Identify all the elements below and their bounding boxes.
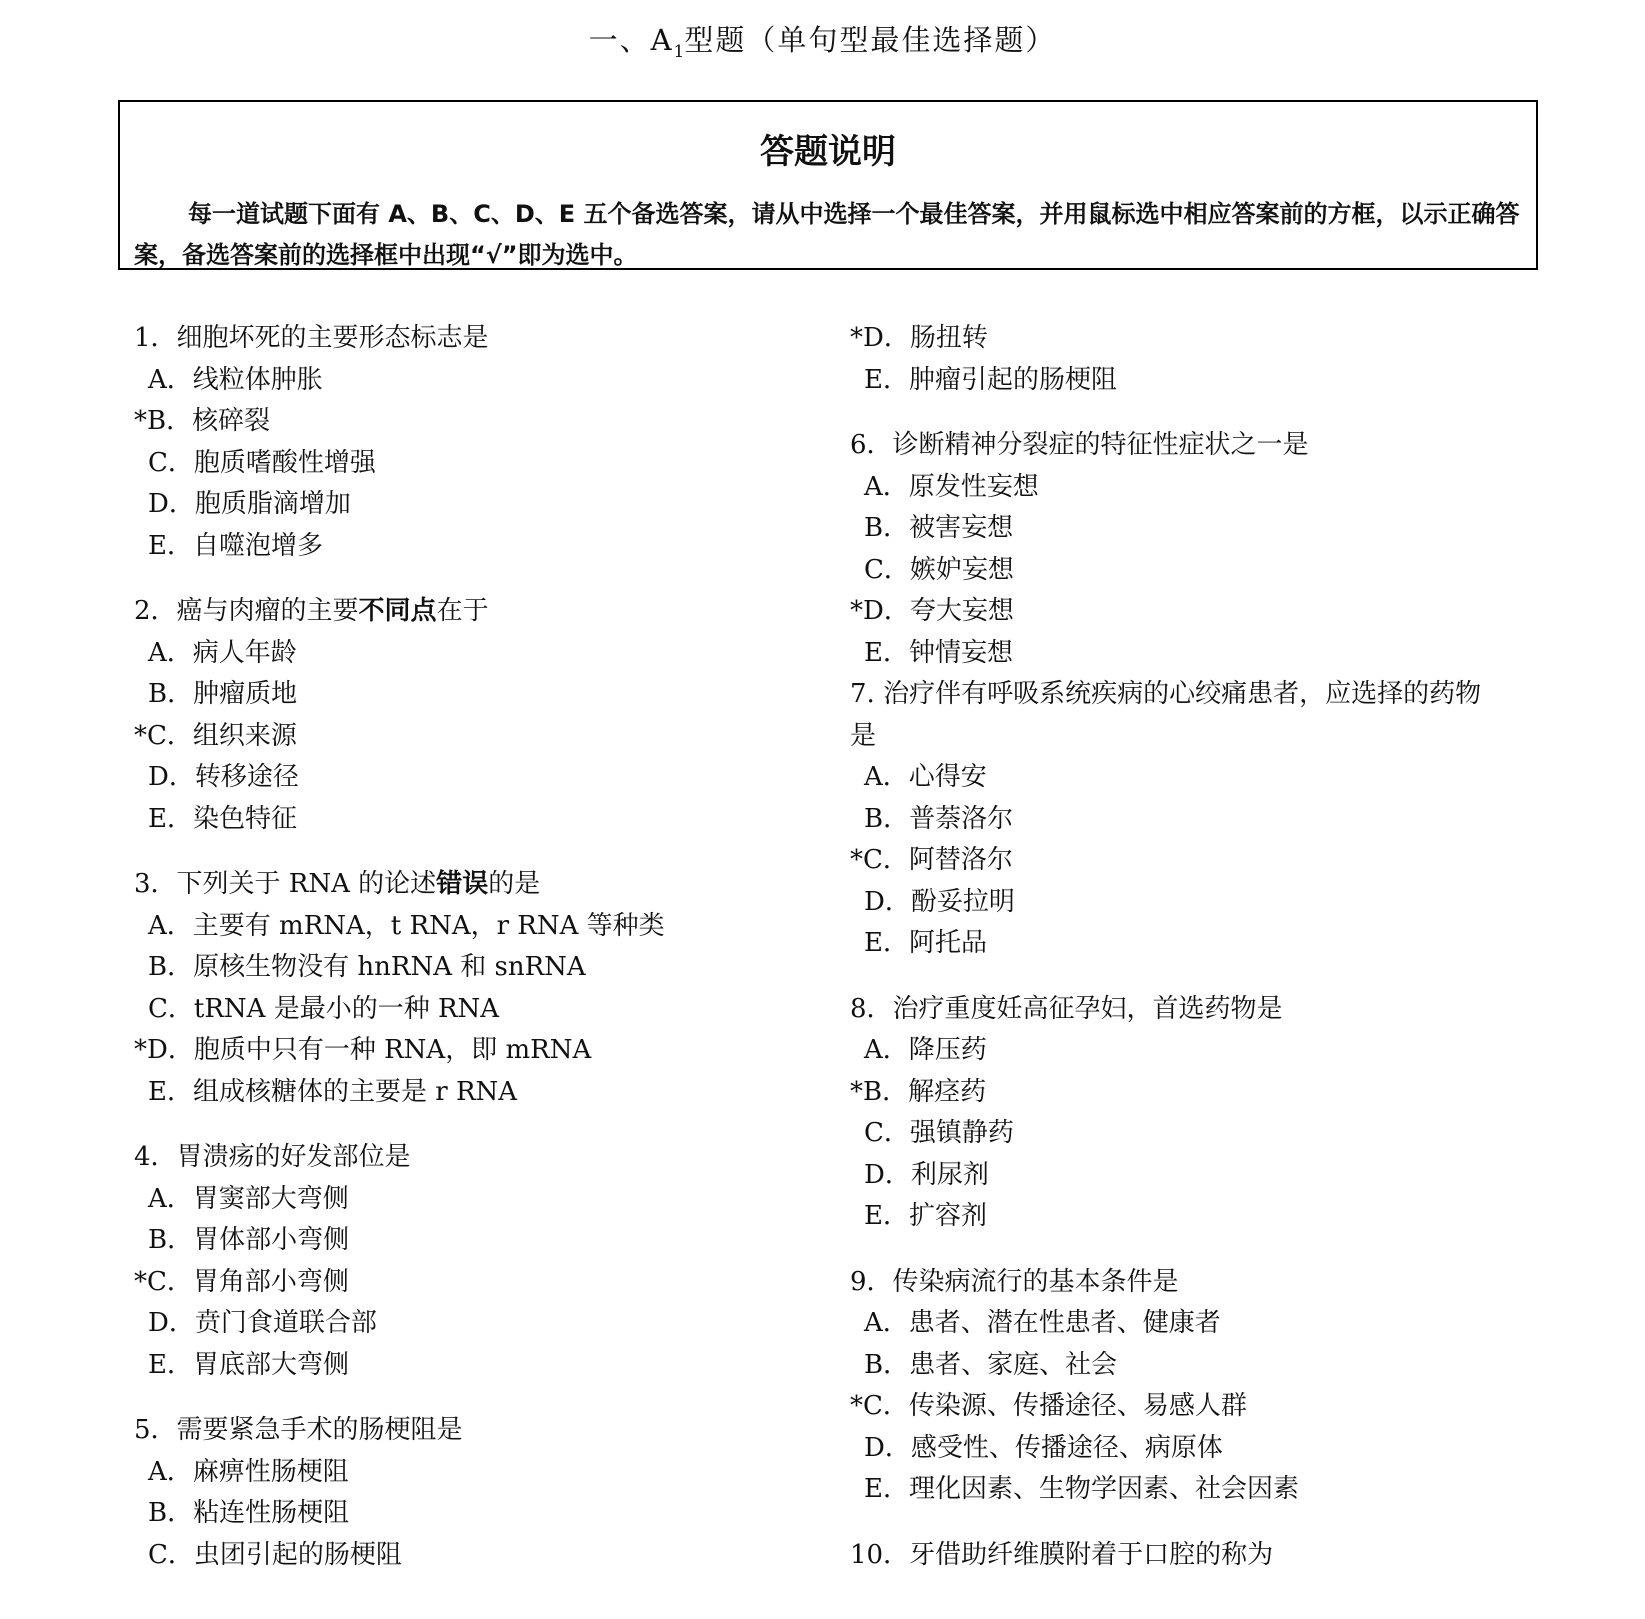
question-5 — [134, 1410, 834, 1576]
question-stem: 8．治疗重度妊高征孕妇，首选药物是 — [850, 993, 1283, 1024]
question-3 — [134, 864, 834, 1113]
option-b[interactable]: B．原核生物没有 hnRNA 和 snRNA — [148, 952, 586, 982]
option-c[interactable]: C．强镇静药 — [864, 1118, 1014, 1148]
option-b[interactable]: B．被害妄想 — [864, 513, 1014, 543]
option-d[interactable]: D．转移途径 — [148, 762, 299, 792]
option-b[interactable]: *B．核碎裂 — [134, 406, 271, 436]
question-5-continued — [850, 318, 1550, 401]
option-c[interactable]: *C．胃角部小弯侧 — [134, 1266, 349, 1297]
section-title: 一、$A_1$型题（单句型最佳选择题） — [588, 23, 1057, 62]
option-d[interactable]: *D．肠扭转 — [850, 323, 988, 353]
question-7 — [850, 674, 1550, 965]
option-c[interactable]: C．tRNA 是最小的一种 RNA — [148, 993, 500, 1024]
option-a[interactable]: A．胃窦部大弯侧 — [148, 1183, 349, 1214]
left-column — [134, 318, 834, 1576]
option-a[interactable]: A．心得安 — [864, 762, 987, 792]
question-stem: 5．需要紧急手术的肠梗阻是 — [134, 1415, 463, 1445]
option-d[interactable]: *D．胞质中只有一种 RNA，即 mRNA — [134, 1035, 592, 1065]
option-a[interactable]: A．原发性妄想 — [864, 471, 1039, 502]
option-a[interactable]: A．麻痹性肠梗阻 — [148, 1456, 349, 1487]
option-b[interactable]: B．胃体部小弯侧 — [148, 1225, 350, 1255]
option-a[interactable]: A．患者、潜在性患者、健康者 — [864, 1308, 1221, 1338]
option-c[interactable]: *C．阿替洛尔 — [850, 845, 1013, 875]
option-b[interactable]: B．粘连性肠梗阻 — [148, 1498, 350, 1528]
option-d[interactable]: D．贲门食道联合部 — [148, 1308, 377, 1338]
right-column — [850, 318, 1550, 1576]
option-c[interactable]: *C．组织来源 — [134, 720, 297, 751]
option-e[interactable]: E．肿瘤引起的肠梗阻 — [864, 364, 1117, 395]
instructions-text: 每一道试题下面有 A、B、C、D、E 五个备选答案，请从中选择一个最佳答案，并用鼠标选中相应答案前的方框，以示正确答案，备选答案前的选择框中出现“√”即为选中。 — [134, 200, 1520, 269]
option-e[interactable]: E．理化因素、生物学因素、社会因素 — [864, 1474, 1299, 1504]
option-e[interactable]: E．阿托品 — [864, 928, 987, 958]
question-1 — [134, 318, 834, 567]
option-c[interactable]: *C．传染源、传播途径、易感人群 — [850, 1391, 1247, 1421]
option-e[interactable]: E．染色特征 — [148, 803, 297, 834]
option-a[interactable]: A．线粒体肿胀 — [148, 364, 323, 395]
emphasis-text: 错误 — [436, 869, 489, 899]
question-8 — [850, 989, 1550, 1238]
option-b[interactable]: B．肿瘤质地 — [148, 679, 298, 709]
option-e[interactable]: E．自噬泡增多 — [148, 530, 323, 561]
question-stem: 7. 治疗伴有呼吸系统疾病的心绞痛患者，应选择的药物是 — [850, 679, 1482, 751]
emphasis-text: 不同点 — [358, 596, 437, 626]
question-stem: 3．下列关于 RNA 的论述错误的是 — [134, 869, 541, 899]
question-stem: 4．胃溃疡的好发部位是 — [134, 1142, 411, 1172]
option-c[interactable]: C．虫团引起的肠梗阻 — [148, 1539, 402, 1570]
option-e[interactable]: E．钟情妄想 — [864, 637, 1013, 668]
option-a[interactable]: A．主要有 mRNA，t RNA，r RNA 等种类 — [148, 910, 665, 941]
option-c[interactable]: C．嫉妒妄想 — [864, 554, 1014, 585]
option-e[interactable]: E．扩容剂 — [864, 1201, 987, 1231]
option-c[interactable]: C．胞质嗜酸性增强 — [148, 447, 376, 478]
option-d[interactable]: *D．夸大妄想 — [850, 596, 1014, 626]
question-stem: 6．诊断精神分裂症的特征性症状之一是 — [850, 430, 1309, 460]
question-6 — [850, 425, 1550, 674]
option-e[interactable]: E．胃底部大弯侧 — [148, 1349, 349, 1380]
option-e[interactable]: E．组成核糖体的主要是 r RNA — [148, 1076, 518, 1107]
option-d[interactable]: D．感受性、传播途径、病原体 — [864, 1432, 1223, 1463]
instructions-heading: 答题说明 — [760, 132, 896, 172]
question-stem: 2．癌与肉瘤的主要不同点在于 — [134, 596, 489, 626]
option-a[interactable]: A．病人年龄 — [148, 637, 297, 668]
question-2 — [134, 591, 834, 840]
option-b[interactable]: B．普萘洛尔 — [864, 803, 1014, 834]
question-stem: 9．传染病流行的基本条件是 — [850, 1266, 1179, 1297]
option-d[interactable]: D．利尿剂 — [864, 1159, 989, 1190]
instructions-box — [118, 100, 1538, 270]
option-d[interactable]: D．胞质脂滴增加 — [148, 489, 351, 519]
question-4 — [134, 1137, 834, 1386]
option-b[interactable]: B．患者、家庭、社会 — [864, 1349, 1118, 1380]
question-10 — [850, 1535, 1550, 1577]
option-b[interactable]: *B．解痉药 — [850, 1076, 987, 1107]
option-d[interactable]: D．酚妥拉明 — [864, 886, 1015, 917]
question-9 — [850, 1262, 1550, 1511]
question-stem: 1．细胞坏死的主要形态标志是 — [134, 323, 489, 353]
option-a[interactable]: A．降压药 — [864, 1035, 987, 1065]
question-stem: 10．牙借助纤维膜附着于口腔的称为 — [850, 1539, 1274, 1570]
